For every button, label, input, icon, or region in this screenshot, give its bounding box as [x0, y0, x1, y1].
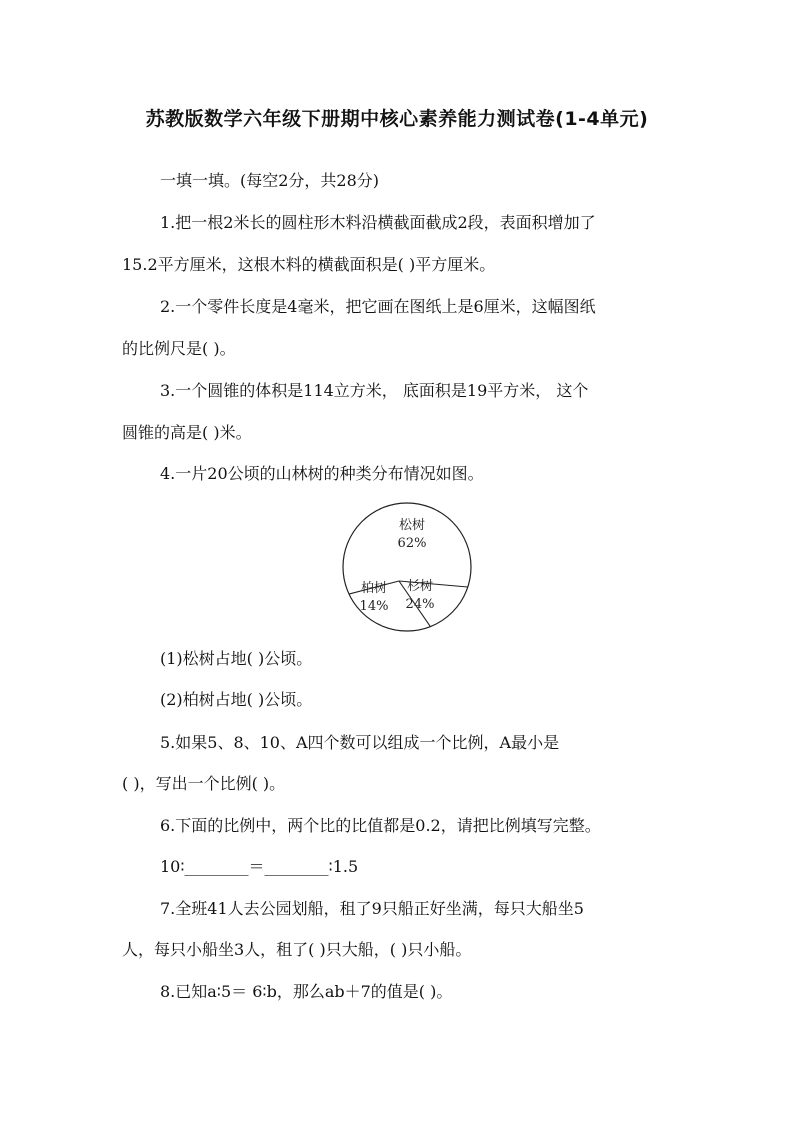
question-7-line-2: 人，每只小船坐3人，租了( )只大船，( )只小船。 [122, 940, 472, 959]
question-3-line-2: 圆锥的高是( )米。 [122, 423, 252, 442]
question-3-line-1: 3.一个圆锥的体积是114立方米， 底面积是19平方米， 这个 [160, 381, 589, 400]
question-6-line-1: 6.下面的比例中，两个比的比值都是0.2，请把比例填写完整。 [160, 816, 601, 835]
question-2-line-2: 的比例尺是( )。 [122, 339, 236, 358]
question-8-line-1: 8.已知a∶5＝ 6∶b，那么ab＋7的值是( )。 [160, 982, 453, 1001]
pie-slice-name-baishu: 柏树 [360, 581, 388, 596]
pie-slice-percent-shanshu: 24% [405, 597, 435, 612]
pie-slice-name-songshu: 松树 [398, 518, 426, 533]
question-2-line-1: 2.一个零件长度是4毫米，把它画在图纸上是6厘米，这幅图纸 [160, 297, 596, 316]
question-6-line-2: 10∶________＝________∶1.5 [160, 857, 359, 876]
question-1-line-2: 15.2平方厘米，这根木料的横截面积是( )平方厘米。 [122, 255, 496, 274]
question-4-sub-2: (2)柏树占地( )公顷。 [160, 690, 313, 709]
question-4-line-1: 4.一片20公顷的山林树的种类分布情况如图。 [160, 464, 484, 483]
tree-distribution-pie-chart [340, 500, 474, 634]
pie-slice-percent-baishu: 14% [359, 599, 389, 614]
pie-slice-name-shanshu: 杉树 [406, 579, 434, 594]
page-title: 苏教版数学六年级下册期中核心素养能力测试卷(1-4单元) [145, 108, 649, 130]
question-5-line-2: ( )，写出一个比例( )。 [122, 774, 286, 793]
pie-slice-percent-songshu: 62% [397, 536, 427, 551]
section-heading: 一填一填。(每空2分，共28分) [160, 171, 380, 190]
question-1-line-1: 1.把一根2米长的圆柱形木料沿横截面截成2段，表面积增加了 [160, 213, 596, 232]
pie-chart-svg [340, 500, 474, 634]
question-4-sub-1: (1)松树占地( )公顷。 [160, 649, 313, 668]
question-5-line-1: 5.如果5、8、10、A四个数可以组成一个比例，A最小是 [160, 733, 560, 752]
question-7-line-1: 7.全班41人去公园划船，租了9只船正好坐满，每只大船坐5 [160, 899, 584, 918]
